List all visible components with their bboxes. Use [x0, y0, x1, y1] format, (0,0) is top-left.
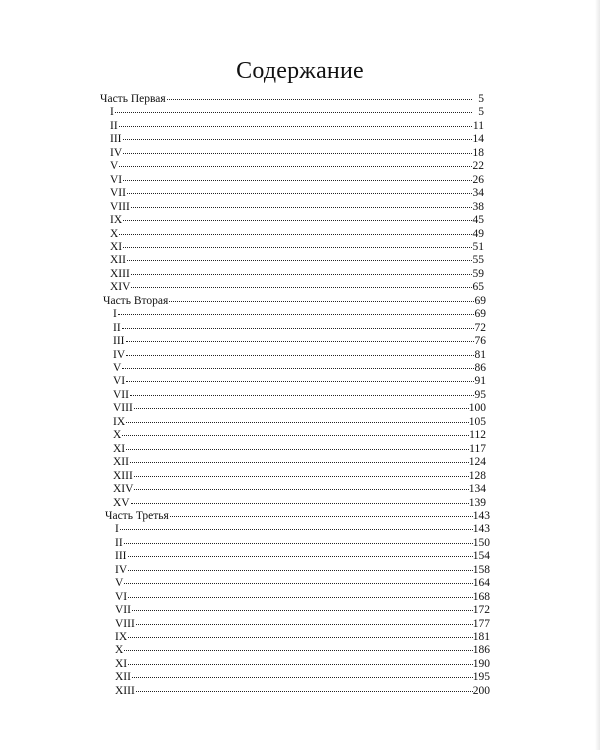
- toc-chapter-entry-label: VIII: [115, 617, 135, 630]
- toc-chapter-entry-label: XI: [115, 657, 128, 670]
- toc-chapter-entry-page-number: 38: [472, 200, 484, 213]
- toc-chapter-entry: [110, 146, 484, 160]
- toc-chapter-entry-label: IV: [115, 563, 128, 576]
- toc-chapter-entry-label: XI: [110, 240, 123, 253]
- toc-chapter-entry-label: VII: [115, 604, 131, 617]
- dot-leader: [126, 355, 474, 356]
- page-edge-shadow: [595, 0, 600, 750]
- toc-chapter-entry-label: IX: [115, 631, 128, 643]
- toc-chapter-entry: [115, 603, 490, 617]
- toc-chapter-entry-label: X: [115, 644, 124, 657]
- toc-chapter-entry-label: II: [110, 119, 118, 132]
- toc-chapter-entry-label: III: [113, 335, 125, 348]
- toc-chapter-entry-label: II: [113, 321, 121, 334]
- toc-chapter-entry-page-number: 200: [472, 684, 490, 697]
- toc-chapter-entry: [110, 267, 484, 281]
- toc-chapter-entry: [115, 536, 490, 550]
- toc-chapter-entry: [113, 455, 486, 469]
- toc-chapter-entry-label: IV: [110, 146, 123, 159]
- toc-chapter-entry-page-number: 181: [472, 631, 490, 643]
- toc-chapter-entry-page-number: 81: [474, 348, 486, 361]
- toc-chapter-entry: [113, 374, 486, 388]
- toc-chapter-entry: [115, 617, 490, 631]
- toc-chapter-entry: [110, 240, 484, 254]
- toc-chapter-entry-label: XII: [113, 456, 129, 469]
- toc-chapter-entry-page-number: 172: [472, 604, 490, 617]
- toc-chapter-entry-label: VII: [110, 187, 126, 200]
- toc-chapter-entry: [113, 348, 486, 362]
- toc-chapter-entry: [115, 670, 490, 684]
- dot-leader: [127, 193, 472, 194]
- toc-chapter-entry-page-number: 5: [478, 106, 484, 119]
- toc-chapter-entry-page-number: 158: [472, 563, 490, 576]
- dot-leader: [128, 556, 473, 557]
- dot-leader: [128, 570, 473, 571]
- toc-chapter-entry-label: XIII: [115, 684, 135, 697]
- dot-leader: [120, 529, 473, 530]
- toc-chapter-entry-page-number: 11: [472, 119, 484, 132]
- dot-leader: [132, 610, 473, 611]
- toc-chapter-entry-page-number: 195: [472, 671, 490, 684]
- toc-chapter-entry: [115, 522, 490, 536]
- dot-leader: [131, 287, 472, 288]
- page-title: Содержание: [236, 58, 364, 84]
- dot-leader: [128, 637, 473, 638]
- dot-leader: [126, 449, 469, 450]
- dot-leader: [126, 422, 469, 423]
- toc-chapter-entry-page-number: 134: [468, 483, 486, 496]
- toc-chapter-entry-label: XIV: [110, 281, 131, 294]
- dot-leader: [123, 153, 472, 154]
- toc-chapter-entry-page-number: 86: [474, 362, 486, 374]
- toc-chapter-entry-label: XII: [115, 671, 131, 684]
- toc-chapter-entry: [110, 280, 484, 294]
- toc-chapter-entry-label: III: [110, 133, 122, 146]
- toc-chapter-entry-page-number: 168: [472, 590, 490, 603]
- toc-part-entry-page-number: 143: [472, 509, 490, 522]
- toc-chapter-entry-page-number: 14: [472, 133, 484, 146]
- toc-part-entry-page-number: 69: [474, 294, 486, 307]
- dot-leader: [119, 126, 472, 127]
- toc-chapter-entry: [110, 173, 484, 187]
- toc-chapter-entry-label: IX: [110, 214, 123, 227]
- toc-chapter-entry: [110, 159, 484, 173]
- toc-chapter-entry-label: V: [115, 577, 124, 590]
- toc-chapter-entry: [110, 119, 484, 133]
- toc-chapter-entry-label: X: [110, 227, 119, 240]
- toc-chapter-entry: [113, 442, 486, 456]
- toc-chapter-entry: [113, 428, 486, 442]
- dot-leader: [122, 368, 474, 369]
- toc-chapter-entry-label: V: [113, 362, 122, 374]
- toc-chapter-entry-label: IX: [113, 415, 126, 428]
- toc-chapter-entry-label: VIII: [110, 200, 130, 213]
- toc-chapter-entry: [110, 213, 484, 227]
- toc-chapter-entry: [113, 482, 486, 496]
- toc-chapter-entry-page-number: 59: [472, 267, 484, 280]
- toc-chapter-entry-label: XIII: [110, 267, 130, 280]
- toc-chapter-entry-label: XII: [110, 254, 126, 267]
- dot-leader: [134, 408, 469, 409]
- dot-leader: [126, 381, 474, 382]
- toc-chapter-entry: [115, 643, 490, 657]
- toc-chapter-entry-label: VI: [110, 173, 123, 186]
- toc-chapter-entry-label: VI: [115, 590, 128, 603]
- dot-leader: [169, 301, 474, 302]
- toc-chapter-entry-page-number: 100: [468, 402, 486, 415]
- dot-leader: [134, 476, 469, 477]
- toc-chapter-entry-label: I: [113, 308, 117, 321]
- toc-chapter-entry-page-number: 49: [472, 227, 484, 240]
- toc-chapter-entry-label: III: [115, 550, 127, 563]
- toc-chapter-entry: [115, 630, 490, 644]
- toc-chapter-entry: [113, 496, 486, 510]
- toc-chapter-entry-page-number: 105: [468, 415, 486, 428]
- toc-chapter-entry: [110, 253, 484, 267]
- dot-leader: [119, 166, 472, 167]
- dot-leader: [167, 99, 472, 100]
- dot-leader: [131, 274, 472, 275]
- toc-chapter-entry-page-number: 154: [472, 550, 490, 563]
- toc-chapter-entry-page-number: 186: [472, 644, 490, 657]
- toc-part-entry: [100, 92, 484, 106]
- toc-chapter-entry-label: IV: [113, 348, 126, 361]
- toc-chapter-entry-page-number: 26: [472, 173, 484, 186]
- toc-chapter-entry-page-number: 112: [469, 429, 486, 442]
- toc-chapter-entry-label: I: [110, 106, 114, 119]
- toc-chapter-entry-label: VI: [113, 375, 126, 388]
- toc-chapter-entry-page-number: 65: [472, 281, 484, 294]
- dot-leader: [130, 462, 469, 463]
- toc-chapter-entry-page-number: 143: [472, 523, 490, 536]
- toc-chapter-entry: [113, 334, 486, 348]
- toc-chapter-entry-label: XV: [113, 496, 130, 509]
- toc-chapter-entry-label: II: [115, 536, 123, 549]
- dot-leader: [127, 260, 472, 261]
- dot-leader: [124, 583, 472, 584]
- toc-chapter-entry: [115, 549, 490, 563]
- toc-chapter-entry: [110, 105, 484, 119]
- dot-leader: [124, 543, 473, 544]
- toc-chapter-entry: [113, 469, 486, 483]
- dot-leader: [136, 624, 473, 625]
- toc-chapter-entry-label: XIII: [113, 469, 133, 482]
- toc-chapter-entry-page-number: 76: [474, 335, 486, 348]
- toc-chapter-entry: [115, 657, 490, 671]
- toc-chapter-entry: [115, 684, 490, 698]
- toc-chapter-entry-page-number: 69: [474, 308, 486, 321]
- dot-leader: [128, 664, 473, 665]
- toc-chapter-entry-label: VII: [113, 388, 129, 401]
- toc-chapter-entry: [115, 576, 490, 590]
- toc-chapter-entry-label: VIII: [113, 402, 133, 415]
- toc-chapter-entry: [113, 388, 486, 402]
- dot-leader: [123, 220, 472, 221]
- toc-chapter-entry-label: XIV: [113, 483, 134, 496]
- toc-part-entry: [105, 509, 490, 523]
- toc-chapter-entry: [115, 590, 490, 604]
- dot-leader: [131, 503, 469, 504]
- toc-part-entry: [103, 294, 486, 308]
- toc-chapter-entry: [113, 307, 486, 321]
- dot-leader: [119, 234, 472, 235]
- dot-leader: [122, 328, 474, 329]
- toc-chapter-entry-page-number: 124: [468, 456, 486, 469]
- toc-chapter-entry-page-number: 45: [472, 214, 484, 227]
- toc-chapter-entry-page-number: 22: [472, 160, 484, 173]
- toc-chapter-entry-page-number: 190: [472, 657, 490, 670]
- toc-chapter-entry-label: XI: [113, 442, 126, 455]
- dot-leader: [136, 691, 473, 692]
- dot-leader: [115, 112, 472, 113]
- toc-chapter-entry-page-number: 95: [474, 388, 486, 401]
- dot-leader: [122, 435, 469, 436]
- toc-chapter-entry: [110, 132, 484, 146]
- toc-chapter-entry: [113, 361, 486, 375]
- toc-part-entry-page-number: 5: [478, 93, 484, 105]
- toc-chapter-entry-page-number: 34: [472, 187, 484, 200]
- toc-chapter-entry-page-number: 128: [468, 469, 486, 482]
- dot-leader: [123, 139, 473, 140]
- toc-chapter-entry: [113, 321, 486, 335]
- dot-leader: [134, 489, 468, 490]
- toc-chapter-entry-page-number: 91: [474, 375, 486, 388]
- toc-chapter-entry-label: V: [110, 160, 119, 173]
- toc-part-entry-label: Часть Первая: [100, 93, 166, 105]
- toc-part-entry-label: Часть Третья: [105, 509, 169, 522]
- toc-chapter-entry: [110, 227, 484, 241]
- dot-leader: [131, 207, 472, 208]
- toc-part-entry-label: Часть Вторая: [103, 294, 169, 307]
- dot-leader: [126, 341, 475, 342]
- toc-chapter-entry-page-number: 177: [472, 617, 490, 630]
- dot-leader: [124, 650, 472, 651]
- toc-chapter-entry-page-number: 51: [472, 240, 484, 253]
- toc-chapter-entry-label: X: [113, 429, 122, 442]
- dot-leader: [170, 516, 473, 517]
- toc-chapter-entry: [110, 186, 484, 200]
- toc-chapter-entry: [113, 415, 486, 429]
- toc-chapter-entry-page-number: 72: [474, 321, 486, 334]
- toc-chapter-entry: [115, 563, 490, 577]
- toc-chapter-entry: [110, 200, 484, 214]
- toc-chapter-entry-page-number: 139: [468, 496, 486, 509]
- dot-leader: [132, 677, 473, 678]
- toc-chapter-entry: [113, 401, 486, 415]
- dot-leader: [118, 314, 474, 315]
- dot-leader: [130, 395, 474, 396]
- dot-leader: [123, 180, 472, 181]
- toc-chapter-entry-page-number: 18: [472, 146, 484, 159]
- toc-chapter-entry-page-number: 164: [472, 577, 490, 590]
- toc-chapter-entry-page-number: 150: [472, 536, 490, 549]
- dot-leader: [128, 597, 473, 598]
- toc-chapter-entry-label: I: [115, 523, 119, 536]
- toc-chapter-entry-page-number: 117: [469, 442, 486, 455]
- dot-leader: [123, 247, 472, 248]
- toc-chapter-entry-page-number: 55: [472, 254, 484, 267]
